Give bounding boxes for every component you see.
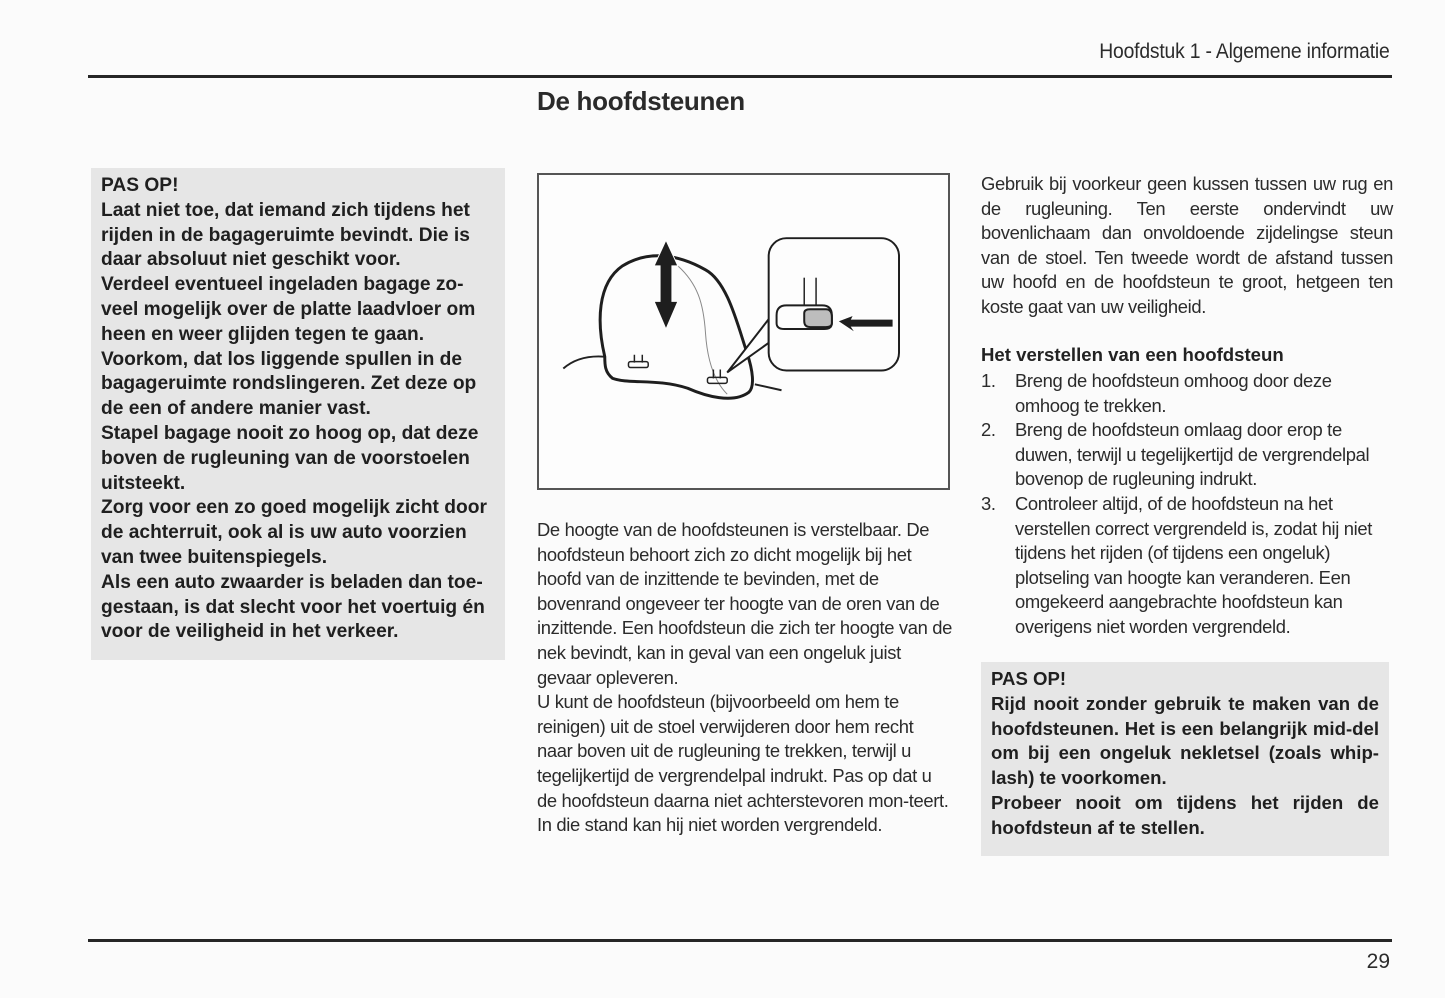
warning-box-luggage [91, 168, 505, 660]
step-text: Breng de hoofdsteun omlaag door erop te duwen, terwijl u tegelijkertijd de vergrendelpal bovenop de rugleuning indrukt. [1015, 419, 1370, 490]
body-paragraph: De hoogte van de hoofdsteunen is verstelbaar. De hoofdsteun behoort zich zo dicht mogelijk bij het hoofd van de inzittende te bevinden, met de bovenrand ongeveer ter hoogte van de oren van de inzittende. Een hoofdsteun die zich ter hoogte van de nek bevindt, kan in geval van een ongeluk juist gevaar opleveren. [537, 519, 952, 688]
header-rule [88, 75, 1392, 78]
right-column-intro: Gebruik bij voorkeur geen kussen tussen uw rug en de rugleuning. Ten eerste ondervindt uw bovenlichaam dan onvoldoende zijdelingse steun van de stoel. Ten tweede wordt de afstand tussen uw hoofd en de hoofdsteun te groot, hetgeen ten koste gaat van uw veiligheid. [981, 173, 1393, 317]
warning-paragraph: Stapel bagage nooit zo hoog op, dat deze boven de rugleuning van de voorstoelen uitsteekt. [101, 422, 479, 494]
step-text: Breng de hoofdsteun omhoog door deze omhoog te trekken. [1015, 370, 1332, 416]
step-number: 3. [981, 492, 996, 514]
warning-paragraph: Laat niet toe, dat iemand zich tijdens het rijden in de bagageruimte bevindt. Die is daar absoluut niet geschikt voor. [101, 199, 470, 271]
warning-paragraph: Verdeel eventueel ingeladen bagage zo-veel mogelijk over de platte laadvloer om heen en weer glijden tegen te gaan. [101, 274, 476, 345]
warning-heading: PAS OP! [101, 175, 179, 196]
section-title: De hoofdsteunen [537, 86, 745, 116]
warning-paragraph: Zorg voor een zo goed mogelijk zicht door de achterruit, ook al is uw auto voorzien van twee buitenspiegels. [101, 497, 487, 568]
middle-column-text [537, 518, 952, 838]
adjustment-steps-list [981, 369, 1393, 640]
warning-paragraph: Als een auto zwaarder is beladen dan toe-gestaan, is dat slecht voor het voertuig én voor de veiligheid in het verkeer. [101, 571, 485, 643]
list-item [981, 418, 1393, 492]
warning-box-head-restraint [981, 662, 1389, 856]
list-item [981, 369, 1393, 418]
footer-rule [88, 939, 1392, 942]
steps-heading: Het verstellen van een hoofdsteun [981, 344, 1284, 365]
warning-heading: PAS OP! [991, 668, 1067, 689]
step-number: 2. [981, 419, 996, 441]
warning-paragraph: Voorkom, dat los liggende spullen in de bagageruimte rondslingeren. Zet deze op de een of andere manier vast. [101, 348, 477, 420]
page-number: 29 [1366, 950, 1390, 973]
list-item [981, 492, 1393, 640]
body-paragraph: U kunt de hoofdsteun (bijvoorbeeld om hem te reinigen) uit de stoel verwijderen door hem recht naar boven uit de rugleuning te trekken, terwijl u tegelijkertijd de vergrendelpal indrukt. Pas op dat u de hoofdsteun daarna niet achterstevoren mon-teert. In die stand kan hij niet worden vergrendeld. [537, 691, 949, 836]
step-number: 1. [981, 370, 996, 391]
warning-paragraph: Probeer nooit om tijdens het rijden de hoofdsteun af te stellen. [991, 791, 1379, 838]
head-restraint-illustration [537, 173, 950, 490]
chapter-title: Hoofdstuk 1 - Algemene informatie [1099, 40, 1390, 63]
warning-paragraph: Rijd nooit zonder gebruik te maken van de hoofdsteunen. Het is een belangrijk mid-del om bij een ongeluk nekletsel (zoals whip-lash) te voorkomen. [991, 692, 1379, 789]
step-text: Controleer altijd, of de hoofdsteun na het verstellen correct vergrendeld is, zodat hij niet tijdens het rijden (of tijdens een ongeluk) plotseling van hoogte kan veranderen. Een omgekeerd aangebrachte hoofdsteun kan overigens niet worden vergrendeld. [1015, 492, 1372, 637]
